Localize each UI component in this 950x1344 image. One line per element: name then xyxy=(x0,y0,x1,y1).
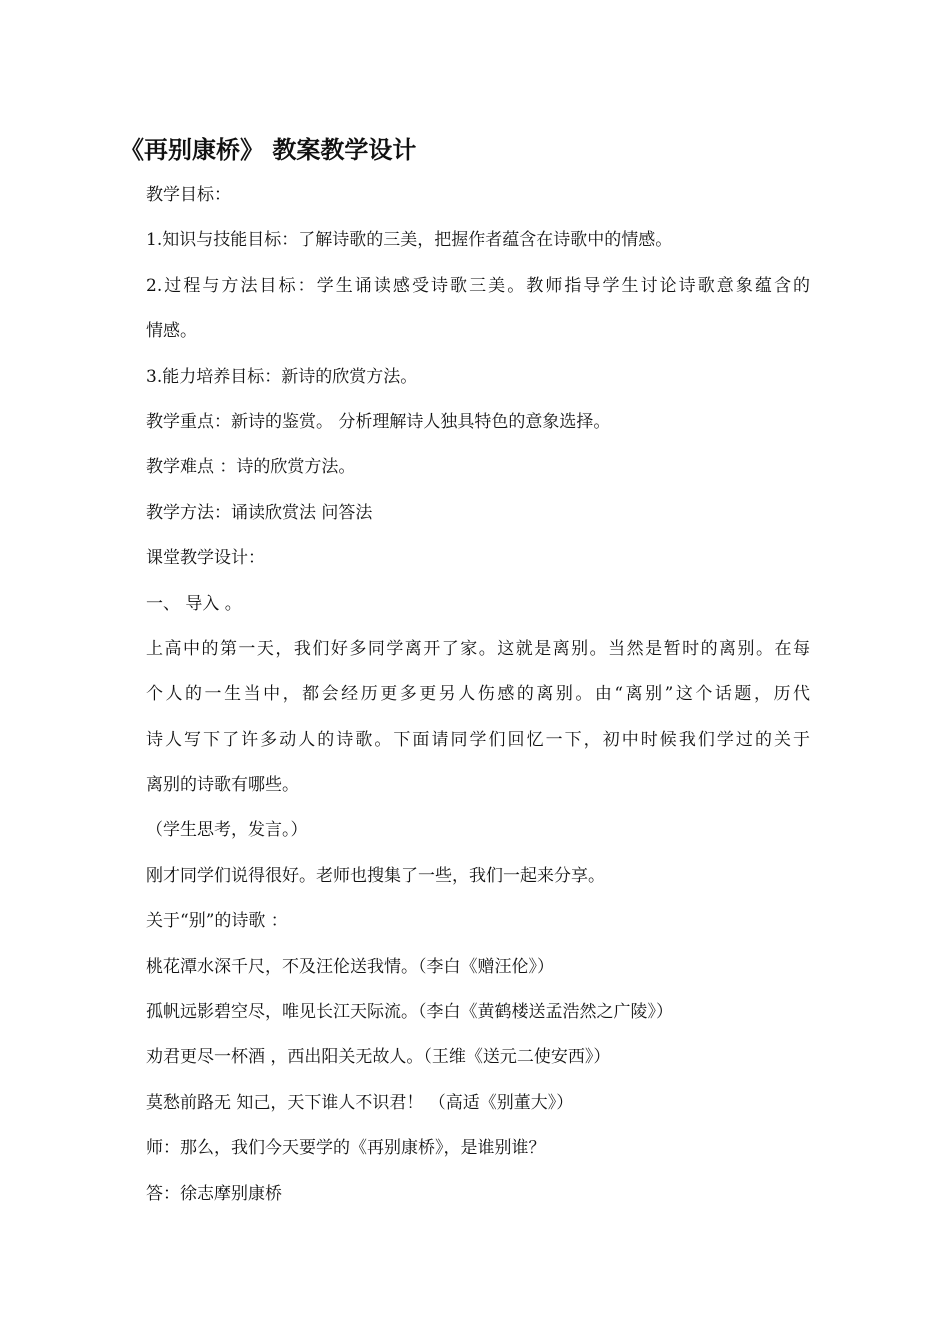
text-line: 课堂教学设计： xyxy=(146,548,265,569)
text-line: 1.知识与技能目标：了解诗歌的三美，把握作者蕴含在诗歌中的情感。 xyxy=(146,230,673,251)
text-line: 教学重点：新诗的鉴赏。 分析理解诗人独具特色的意象选择。 xyxy=(146,411,611,432)
text-line: 孤帆远影碧空尽，唯见长江天际流。（李白《黄鹤楼送孟浩然之广陵》） xyxy=(146,1002,673,1023)
text-line: 教学方法：诵读欣赏法 问答法 xyxy=(146,502,373,523)
text-line: 离别的诗歌有哪些。 xyxy=(146,775,299,796)
text-line: 上高中的第一天，我们好多同学离开了家。这就是离别。当然是暂时的离别。在每 xyxy=(146,638,810,659)
text-line: 桃花潭水深千尺，不及汪伦送我情。（李白《赠汪伦》） xyxy=(146,956,554,977)
text-line: 教学目标： xyxy=(146,185,231,205)
text-line: 教学难点 ：诗的欣赏方法。 xyxy=(146,457,356,478)
document-title: 《再别康桥》 教案教学设计 xyxy=(120,136,417,164)
text-line: 答：徐志摩别康桥 xyxy=(146,1183,282,1204)
text-line: 莫愁前路无 知己，天下谁人不识君！ （高适《别董大》） xyxy=(146,1092,574,1113)
text-line: 关于“别”的诗歌 ： xyxy=(146,911,288,932)
text-line: 劝君更尽一杯酒 ，西出阳关无故人。（王维《送元二使安西》） xyxy=(146,1047,611,1068)
text-line: 师：那么，我们今天要学的《再别康桥》，是谁别谁？ xyxy=(146,1138,546,1159)
document-body xyxy=(146,173,810,1217)
text-line: 2.过程与方法目标：学生诵读感受诗歌三美。教师指导学生讨论诗歌意象蕴含的 xyxy=(146,275,810,296)
text-line: （学生思考，发言。） xyxy=(146,820,308,841)
text-line: 情感。 xyxy=(146,321,197,342)
text-line: 个人的一生当中，都会经历更多更另人伤感的离别。由“离别”这个话题，历代 xyxy=(146,684,810,705)
text-line: 诗人写下了许多动人的诗歌。下面请同学们回忆一下，初中时候我们学过的关于 xyxy=(146,729,810,750)
text-line: 一、 导入 。 xyxy=(146,593,242,614)
text-line: 刚才同学们说得很好。老师也搜集了一些，我们一起来分享。 xyxy=(146,865,605,886)
text-line: 3.能力培养目标：新诗的欣赏方法。 xyxy=(146,366,418,387)
